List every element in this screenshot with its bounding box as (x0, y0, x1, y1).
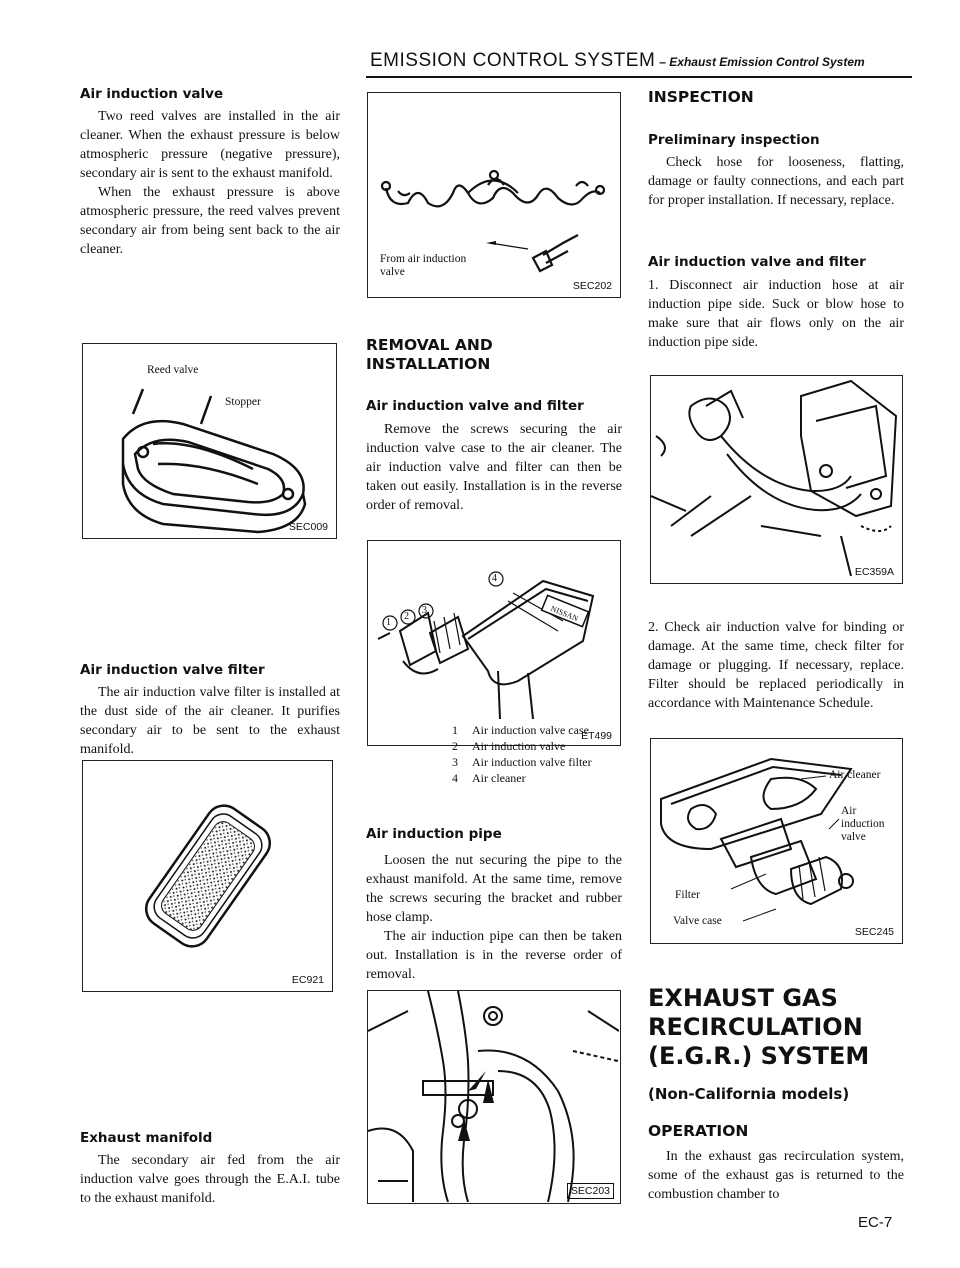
label-air: Air (841, 805, 857, 817)
figure-code: SEC245 (854, 926, 894, 938)
figure-sec245 (650, 738, 903, 944)
induction-hose-illustration (651, 376, 901, 582)
label-valve: valve (841, 831, 866, 843)
heading-air-induction-valve-and-filter: Air induction valve and filter (366, 398, 584, 414)
header-title: EMISSION CONTROL SYSTEM (370, 50, 656, 71)
header-rule (366, 76, 912, 78)
nissan-logo: NISSAN (549, 603, 580, 624)
label-valve: valve (380, 266, 405, 278)
figure-ec921 (82, 760, 333, 992)
legend-item: 4 Air cleaner (452, 771, 526, 785)
figure-sec203 (367, 990, 621, 1204)
figure-et499 (367, 540, 621, 746)
callout-1: 1 (386, 617, 391, 628)
label-valve-case: Valve case (673, 915, 722, 927)
induction-pipe-illustration (368, 991, 619, 1202)
callout-3: 3 (422, 605, 427, 616)
figure-ec359a (650, 375, 903, 584)
legend-item: 3 Air induction valve filter (452, 755, 592, 769)
heading-installation: INSTALLATION (366, 355, 491, 373)
heading-inspection: INSPECTION (648, 88, 754, 106)
heading-air-induction-valve-filter: Air induction valve filter (80, 662, 265, 678)
figure-code: SEC203 (567, 1183, 614, 1199)
col3-section-operation (648, 1122, 904, 1204)
col3-heading-inspection (648, 88, 904, 107)
col1-section-valve-filter (80, 662, 340, 759)
paragraph: In the exhaust gas recirculation system, some of the exhaust gas is returned to the combustion chamber to (648, 1149, 904, 1202)
paragraph: Two reed valves are installed in the air cleaner. When the exhaust pressure is below atmospheric pressure (negative pressure), secondary air is sent to the exhaust manifold. (80, 109, 340, 181)
heading-non-california: (Non-California models) (648, 1085, 850, 1103)
reed-valve-illustration (83, 344, 335, 537)
col3-paragraph-check-valve (648, 618, 904, 713)
paragraph: The secondary air fed from the air induction valve goes through the E.A.I. tube to the exhaust manifold. (80, 1153, 340, 1206)
heading-exhaust-gas: EXHAUST GAS (648, 984, 838, 1012)
figure-code: SEC202 (572, 280, 612, 292)
col2-section-valve-and-filter (366, 398, 622, 515)
heading-removal-and: REMOVAL AND (366, 336, 493, 354)
paragraph: When the exhaust pressure is above atmospheric pressure, the reed valves prevent secondary air from being sent back to the air cleaner. (80, 185, 340, 257)
heading-egr-system: (E.G.R.) SYSTEM (648, 1042, 870, 1070)
col3-section-preliminary (648, 132, 904, 210)
label-from-air-induction: From air induction (380, 253, 467, 265)
heading-operation: OPERATION (648, 1122, 749, 1140)
running-header (370, 50, 910, 76)
heading-air-induction-valve: Air induction valve (80, 86, 224, 102)
label-induction: induction (841, 818, 885, 830)
col1-section-air-induction-valve (80, 86, 340, 259)
col1-section-exhaust-manifold (80, 1130, 340, 1208)
paragraph: 1. Disconnect air induction hose at air induction pipe side. Suck or blow hose to make sure that air flows only on the air induction pipe side. (648, 278, 904, 350)
paragraph: The air induction pipe can then be taken out. Installation is in the reverse order of removal. (366, 929, 622, 982)
paragraph: Loosen the nut securing the pipe to the exhaust manifold. At the same time, remove the screws securing the bracket and rubber hose clamp. (366, 853, 622, 925)
figure-code: ET499 (581, 730, 612, 742)
heading-exhaust-manifold: Exhaust manifold (80, 1130, 213, 1146)
header-subtitle: – Exhaust Emission Control System (659, 55, 865, 69)
paragraph: The air induction valve filter is installed at the dust side of the air cleaner. It purifies secondary air to be sent to the exhaust manifold. (80, 685, 340, 757)
heading-air-induction-valve-and-filter: Air induction valve and filter (648, 254, 866, 270)
legend-item: 1 Air induction valve case (452, 723, 589, 737)
col3-section-valve-filter-check (648, 254, 904, 352)
label-air-cleaner: Air cleaner (829, 769, 881, 781)
callout-2: 2 (404, 611, 409, 622)
figure-code: EC921 (291, 974, 324, 986)
figure-code: SEC009 (288, 521, 328, 533)
figure-sec202 (367, 92, 621, 298)
filter-illustration (83, 761, 331, 990)
air-cleaner-exploded-illustration (368, 541, 619, 721)
label-reed-valve: Reed valve (147, 364, 199, 376)
heading-preliminary-inspection: Preliminary inspection (648, 132, 820, 148)
figure-legend (452, 722, 592, 786)
col2-heading-removal (366, 336, 622, 374)
paragraph: 2. Check air induction valve for binding or damage. At the same time, check filter for damage or plugging. If necessary, replace. Filter should be replaced periodically in accordance with Maintenance Schedule. (648, 620, 904, 711)
heading-recirculation: RECIRCULATION (648, 1013, 863, 1041)
label-stopper: Stopper (225, 396, 261, 408)
heading-air-induction-pipe: Air induction pipe (366, 826, 502, 842)
paragraph: Check hose for looseness, flatting, damage or faulty connections, and each part for proper installation. If necessary, replace. (648, 155, 904, 208)
callout-4: 4 (492, 573, 497, 584)
label-filter: Filter (675, 889, 700, 901)
figure-code: EC359A (854, 566, 894, 578)
page-number: EC-7 (858, 1214, 893, 1231)
col2-section-induction-pipe (366, 826, 622, 984)
col3-heading-egr (648, 984, 904, 1103)
legend-item: 2 Air induction valve (452, 739, 566, 753)
figure-sec009 (82, 343, 337, 539)
paragraph: Remove the screws securing the air induction valve case to the air cleaner. The air induction valve and filter can then be taken out easily. Installation is in the reverse order of removal. (366, 422, 622, 513)
